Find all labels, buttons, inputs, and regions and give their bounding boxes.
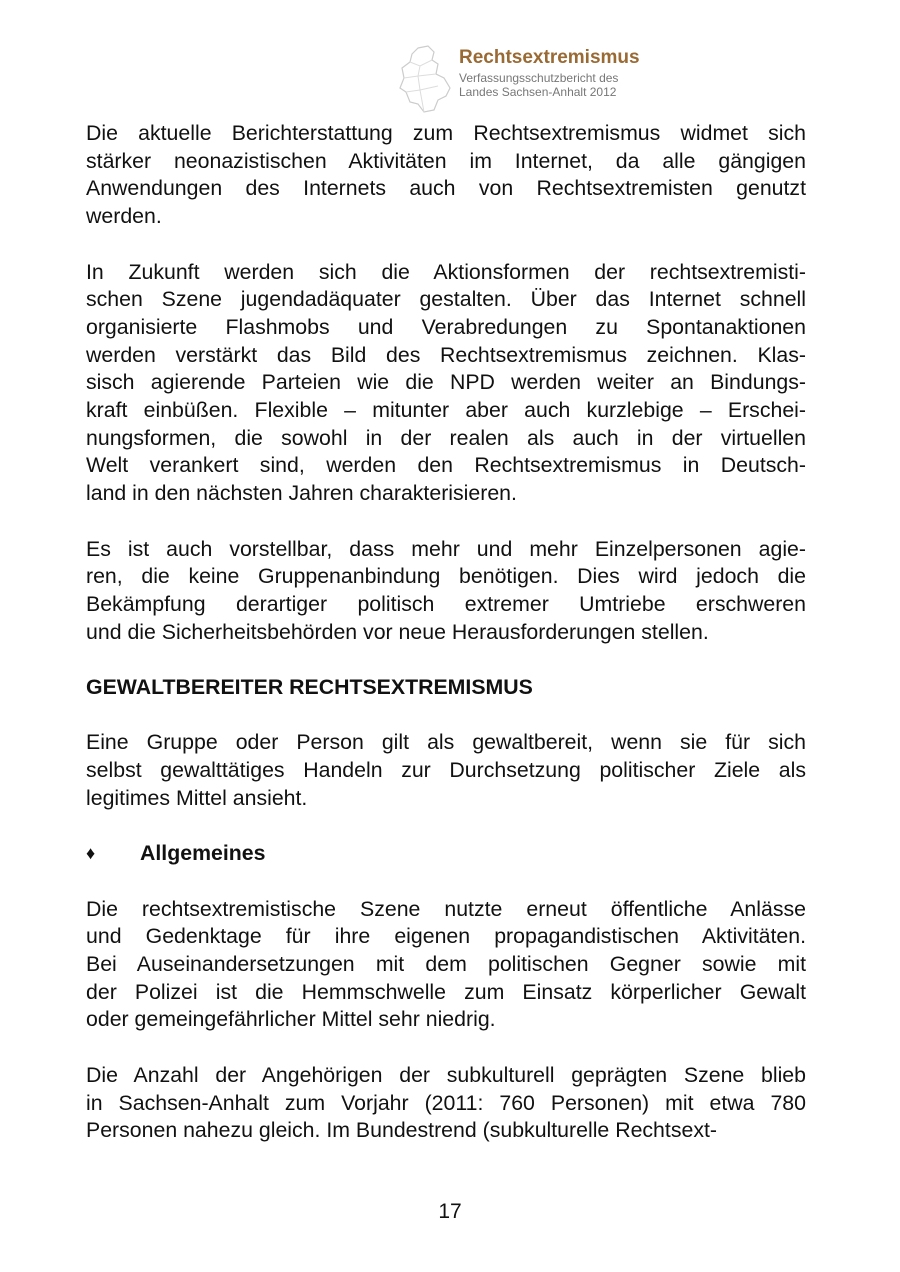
- header-subtitle-line: Verfassungsschutzbericht des: [459, 71, 619, 85]
- text-line: Bei Auseinandersetzungen mit dem politischen Gegner sowie mit: [86, 952, 806, 976]
- text-line: werden.: [86, 204, 162, 229]
- subheading-label: Allgemeines: [140, 841, 266, 866]
- text-line: land in den nächsten Jahren charakterisieren.: [86, 481, 517, 506]
- text-line: Welt verankert sind, werden den Rechtsextremismus in Deutsch-: [86, 453, 806, 478]
- diamond-bullet-icon: ♦: [86, 843, 96, 864]
- page-number: 17: [438, 1200, 462, 1223]
- text-line: Die rechtsextremistische Szene nutzte erneut öffentliche Anlässe: [86, 896, 806, 921]
- paragraph: [86, 120, 806, 231]
- header-title: Rechtsextremismus: [459, 47, 640, 68]
- text-line: In Zukunft werden sich die Aktionsformen der rechtsextremisti-: [86, 259, 806, 284]
- header-subtitle-line: Landes Sachsen-Anhalt 2012: [459, 85, 617, 99]
- text-line: oder gemeingefährlicher Mittel sehr niedrig.: [86, 1007, 496, 1032]
- subheading: [86, 840, 806, 868]
- text-line: Die aktuelle Berichterstattung zum Rechtsextremismus widmet sich: [86, 121, 806, 145]
- section-heading: GEWALTBEREITER RECHTSEXTREMISMUS: [86, 675, 533, 700]
- paragraph: [86, 896, 806, 1035]
- text-line: werden verstärkt das Bild des Rechtsextremismus zeichnen. Klas-: [86, 342, 806, 367]
- text-line: organisierte Flashmobs und Verabredungen zu Spontanaktionen: [86, 314, 806, 339]
- text-line: sisch agierende Parteien wie die NPD werden weiter an Bindungs-: [86, 370, 806, 395]
- paragraph: [86, 259, 806, 508]
- text-line: und die Sicherheitsbehörden vor neue Herausforderungen stellen.: [86, 619, 709, 644]
- text-line: Anwendungen des Internets auch von Rechtsextremisten genutzt: [86, 176, 806, 201]
- text-line: kraft einbüßen. Flexible – mitunter aber auch kurzlebige – Erschei-: [86, 398, 806, 423]
- paragraph: [86, 1062, 806, 1145]
- header-subtitle: [459, 71, 618, 99]
- sachsen-anhalt-map-icon: [398, 44, 456, 114]
- text-line: nungsformen, die sowohl in der realen als auch in der virtuellen: [86, 425, 806, 450]
- text-line: in Sachsen-Anhalt zum Vorjahr (2011: 760 Personen) mit etwa 780: [86, 1090, 806, 1115]
- text-line: Bekämpfung derartiger politisch extremer Umtriebe erschweren: [86, 591, 806, 616]
- text-line: ren, die keine Gruppenanbindung benötigen. Dies wird jedoch die: [86, 564, 806, 589]
- paragraph: [86, 729, 806, 812]
- text-line: schen Szene jugendadäquater gestalten. Über das Internet schnell: [86, 287, 806, 312]
- text-line: selbst gewalttätiges Handeln zur Durchsetzung politischer Ziele als: [86, 758, 806, 783]
- page-header: [398, 44, 668, 116]
- document-body: [86, 120, 806, 1173]
- text-line: der Polizei ist die Hemmschwelle zum Einsatz körperlicher Gewalt: [86, 979, 806, 1004]
- text-line: Eine Gruppe oder Person gilt als gewaltbereit, wenn sie für sich: [86, 730, 806, 755]
- text-line: Es ist auch vorstellbar, dass mehr und mehr Einzelpersonen agie-: [86, 536, 806, 561]
- text-line: legitimes Mittel ansieht.: [86, 785, 308, 810]
- text-line: und Gedenktage für ihre eigenen propagandistischen Aktivitäten.: [86, 924, 806, 949]
- text-line: stärker neonazistischen Aktivitäten im Internet, da alle gängigen: [86, 148, 806, 173]
- text-line: Die Anzahl der Angehörigen der subkulturell geprägten Szene blieb: [86, 1062, 806, 1087]
- paragraph: [86, 536, 806, 647]
- text-line: Personen nahezu gleich. Im Bundestrend (subkulturelle Rechtsext-: [86, 1118, 717, 1143]
